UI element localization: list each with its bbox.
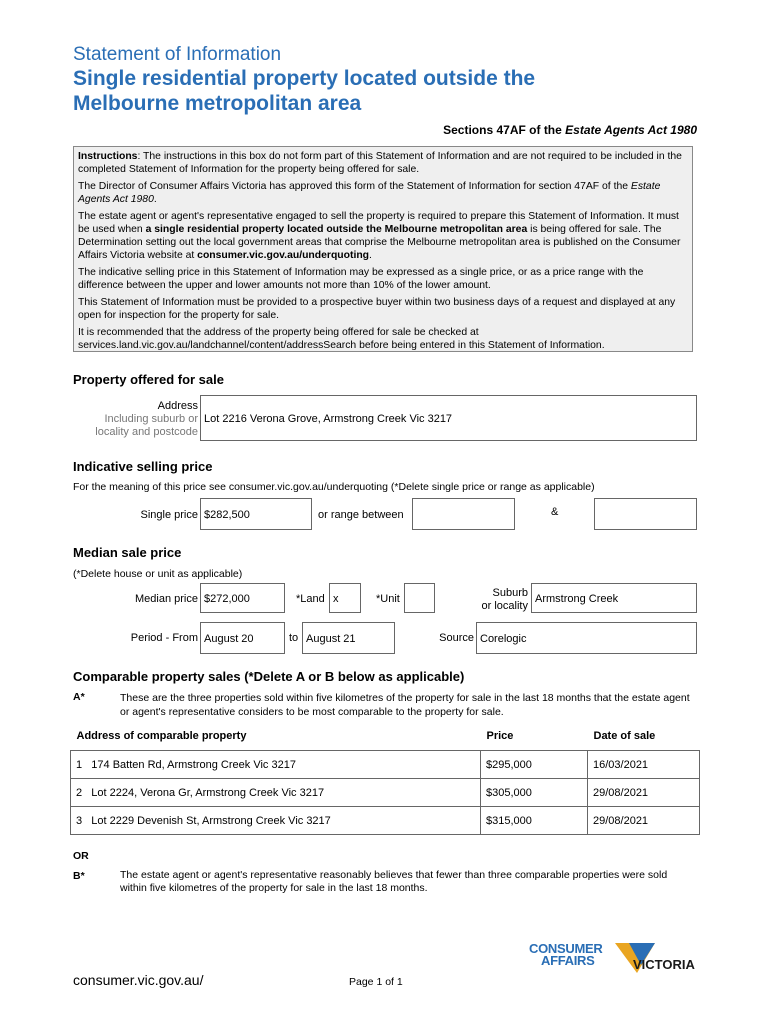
period-to-label: to: [289, 632, 299, 644]
address-label-group: [73, 400, 198, 439]
row-address: 174 Batten Rd, Armstrong Creek Vic 3217: [91, 758, 296, 771]
logo-line-1: CONSUMER: [529, 941, 603, 956]
comparable-address-cell[interactable]: [71, 807, 481, 835]
logo-victoria-word: VICTORIA: [633, 957, 695, 972]
instructions-p2-italic: Estate Agents Act 1980: [78, 181, 661, 205]
instructions-p1: [78, 150, 688, 176]
table-row: [71, 751, 700, 779]
option-b-text: The estate agent or agent's representative reasonably believes that fewer than three comparable properties were sold within five kilometres of the property for sale in the last 18 months.: [120, 869, 668, 894]
option-b-label: B*: [73, 870, 85, 882]
instructions-box: [73, 146, 693, 352]
footer-url[interactable]: consumer.vic.gov.au/: [73, 972, 204, 988]
sections-reference: [443, 123, 697, 137]
comparable-price-cell[interactable]: $295,000: [481, 751, 588, 779]
instructions-p3-b: is being offered for sale. The Determination setting out the local government areas that comprise the Melbourne metropolitan area is published on the Consumer Affairs Victoria website at: [78, 224, 681, 261]
col-address: Address of comparable property: [76, 730, 247, 742]
address-label: Address: [157, 400, 198, 412]
locality-label: or locality: [481, 600, 528, 612]
suburb-label-group: [440, 587, 528, 613]
single-price-label: Single price: [140, 509, 198, 521]
instructions-p4: The indicative selling price in this Statement of Information may be expressed as a single price, or as a price range with the difference between the upper and lower amounts not more than 10% of the lower amount.: [78, 267, 644, 291]
row-number: 1: [76, 758, 83, 771]
col-date: Date of sale: [593, 730, 656, 742]
comparable-address-cell[interactable]: [71, 751, 481, 779]
option-a-text: These are the three properties sold within five kilometres of the property for sale in the last 18 months that the estate agent or agent's representative considers to be most comparable to the property for sale.: [120, 692, 690, 718]
instructions-p3-bold: a single residential property located outside the Melbourne metropolitan area: [145, 224, 528, 235]
period-from-label: Period - From: [130, 632, 198, 644]
range-label: or range between: [318, 509, 404, 521]
row-number: 3: [76, 814, 83, 827]
range-ampersand: &: [551, 506, 559, 518]
suburb-label: Suburb: [492, 587, 528, 599]
comparable-table: [70, 730, 700, 835]
source-label: Source: [439, 632, 474, 644]
median-price-label: Median price: [135, 593, 198, 605]
comparable-date-cell[interactable]: 16/03/2021: [588, 751, 700, 779]
instructions-bold: Instructions: [78, 151, 138, 162]
unit-field[interactable]: [404, 583, 435, 613]
median-price-field[interactable]: $272,000: [200, 583, 285, 613]
table-row: [71, 779, 700, 807]
instructions-p5: This Statement of Information must be provided to a prospective buyer within two business days of a request and displayed at any open for inspection for the property for sale.: [78, 297, 676, 321]
comparable-header-row: [71, 730, 700, 751]
document-title: [73, 66, 673, 116]
instructions-underquoting-link[interactable]: consumer.vic.gov.au/underquoting: [197, 250, 370, 261]
comparable-date-cell[interactable]: 29/08/2021: [588, 807, 700, 835]
row-address: Lot 2224, Verona Gr, Armstrong Creek Vic 3217: [91, 786, 325, 799]
median-heading: Median sale price: [73, 545, 182, 560]
col-price: Price: [486, 730, 514, 742]
comparable-date-cell[interactable]: 29/08/2021: [588, 779, 700, 807]
property-heading: Property offered for sale: [73, 372, 224, 387]
indicative-note: For the meaning of this price see consumer.vic.gov.au/underquoting (*Delete single price or range as applicable): [73, 481, 595, 493]
page-number: Page 1 of 1: [349, 976, 403, 988]
title-line-2: Melbourne metropolitan area: [73, 92, 362, 115]
comparable-price-cell[interactable]: $305,000: [481, 779, 588, 807]
address-sublabel-2: locality and postcode: [95, 426, 198, 438]
sections-act: Estate Agents Act 1980: [565, 123, 697, 137]
period-from-field[interactable]: August 20: [200, 622, 285, 654]
single-price-field[interactable]: $282,500: [200, 498, 312, 530]
sections-prefix: Sections 47AF of the: [443, 123, 566, 137]
instructions-p3-end: .: [369, 250, 372, 261]
suburb-field[interactable]: Armstrong Creek: [531, 583, 697, 613]
document-kicker: Statement of Information: [73, 44, 282, 65]
median-note: (*Delete house or unit as applicable): [73, 568, 243, 580]
or-label: OR: [73, 850, 89, 862]
table-row: [71, 807, 700, 835]
address-field[interactable]: Lot 2216 Verona Grove, Armstrong Creek Vic 3217: [200, 395, 697, 441]
indicative-heading: Indicative selling price: [73, 459, 213, 474]
land-label: *Land: [296, 593, 325, 605]
title-line-1: Single residential property located outside the: [73, 67, 536, 90]
source-field[interactable]: Corelogic: [476, 622, 697, 654]
comparable-address-cell[interactable]: [71, 779, 481, 807]
instructions-p2-text: The Director of Consumer Affairs Victoria has approved this form of the Statement of Information for section 47AF of the: [78, 181, 631, 192]
option-a-label: A*: [73, 691, 85, 703]
range-low-field[interactable]: [412, 498, 515, 530]
instructions-p2-end: .: [153, 194, 157, 205]
comparable-heading: Comparable property sales (*Delete A or B below as applicable): [73, 669, 465, 684]
land-field[interactable]: x: [329, 583, 361, 613]
range-high-field[interactable]: [594, 498, 697, 530]
address-sublabel-1: Including suburb or: [104, 413, 198, 425]
logo-line-2: AFFAIRS: [541, 953, 595, 968]
instructions-p6: It is recommended that the address of the property being offered for sale be checked at services.land.vic.gov.au/landchannel/content/addressSearch before being entered in this Statement of Information.: [78, 327, 605, 351]
instructions-p1-text: : The instructions in this box do not form part of this Statement of Information and are not required to be included in the completed Statement of Information for the property being offered for sale.: [78, 151, 682, 175]
comparable-price-cell[interactable]: $315,000: [481, 807, 588, 835]
unit-label: *Unit: [376, 593, 400, 605]
row-address: Lot 2229 Devenish St, Armstrong Creek Vic 3217: [91, 814, 331, 827]
instructions-p3: [78, 210, 688, 262]
instructions-p3-a: The estate agent or agent's representative engaged to sell the property is required to prepare this Statement of Information. It must be used when: [78, 211, 679, 235]
instructions-p2: [78, 180, 688, 206]
consumer-affairs-victoria-logo: [529, 943, 704, 985]
row-number: 2: [76, 786, 83, 799]
period-to-field[interactable]: August 21: [302, 622, 395, 654]
